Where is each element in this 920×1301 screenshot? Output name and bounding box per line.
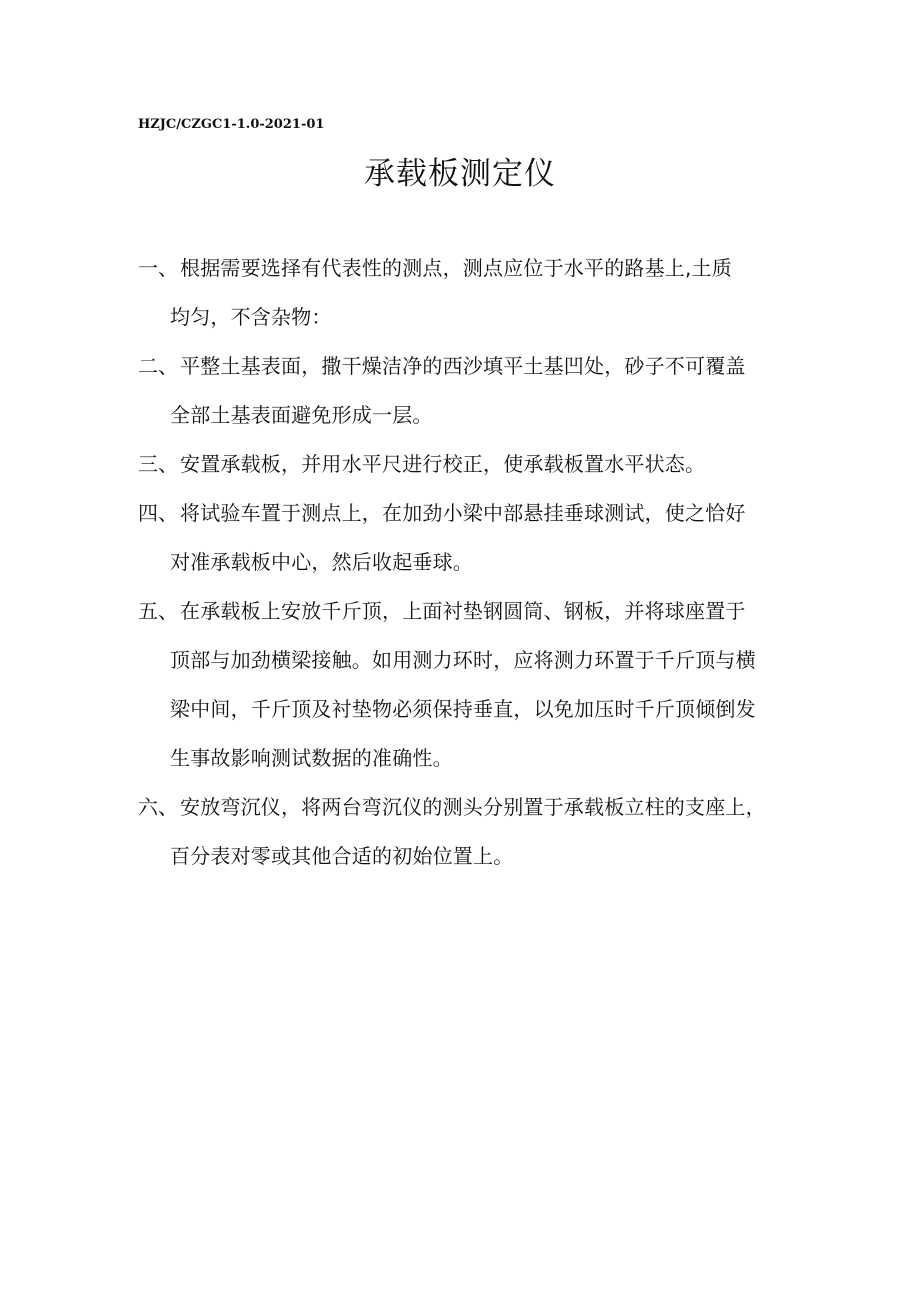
step-text (180, 440, 818, 489)
document-code: HZJC/CZGC1-1.0-2021-01 (138, 117, 325, 132)
step-number: 六、 (138, 795, 178, 819)
step-line: 在承载板上安放千斤顶，上面衬垫钢圆筒、钢板，并将球座置于 (180, 599, 746, 623)
step-line: 对准承载板中心，然后收起垂球。 (170, 550, 473, 574)
step-line: 顶部与加劲横梁接触。如用测力环时，应将测力环置于千斤顶与横 (170, 648, 756, 672)
step-3 (138, 440, 818, 489)
step-2 (138, 342, 818, 440)
procedure-steps (138, 244, 818, 881)
step-number: 三、 (138, 452, 178, 476)
step-6 (138, 783, 818, 881)
document-title: 承载板测定仪 (364, 156, 556, 192)
step-text (170, 342, 818, 440)
step-line: 安置承载板，并用水平尺进行校正，使承载板置水平状态。 (180, 452, 706, 476)
step-text (170, 489, 818, 587)
step-line: 平整土基表面，撒干燥洁净的西沙填平土基凹处，砂子不可覆盖 (180, 354, 746, 378)
step-number: 四、 (138, 501, 178, 525)
step-number: 五、 (138, 599, 178, 623)
step-line: 根据需要选择有代表性的测点，测点应位于水平的路基上,土质 (180, 256, 732, 280)
step-4 (138, 489, 818, 587)
step-line: 百分表对零或其他合适的初始位置上。 (170, 844, 514, 868)
step-line: 安放弯沉仪，将两台弯沉仪的测头分别置于承载板立柱的支座上， (180, 795, 766, 819)
step-line: 梁中间，千斤顶及衬垫物必须保持垂直，以免加压时千斤顶倾倒发 (170, 697, 756, 721)
step-number: 一、 (138, 256, 178, 280)
step-text (170, 244, 818, 342)
step-line: 将试验车置于测点上，在加劲小梁中部悬挂垂球测试，使之恰好 (180, 501, 746, 525)
step-text (170, 587, 818, 783)
step-number: 二、 (138, 354, 178, 378)
step-line: 均匀，不含杂物： (170, 305, 332, 329)
step-text (170, 783, 818, 881)
step-1 (138, 244, 818, 342)
step-line: 生事故影响测试数据的准确性。 (170, 746, 453, 770)
step-5 (138, 587, 818, 783)
step-line: 全部土基表面避免形成一层。 (170, 403, 433, 427)
